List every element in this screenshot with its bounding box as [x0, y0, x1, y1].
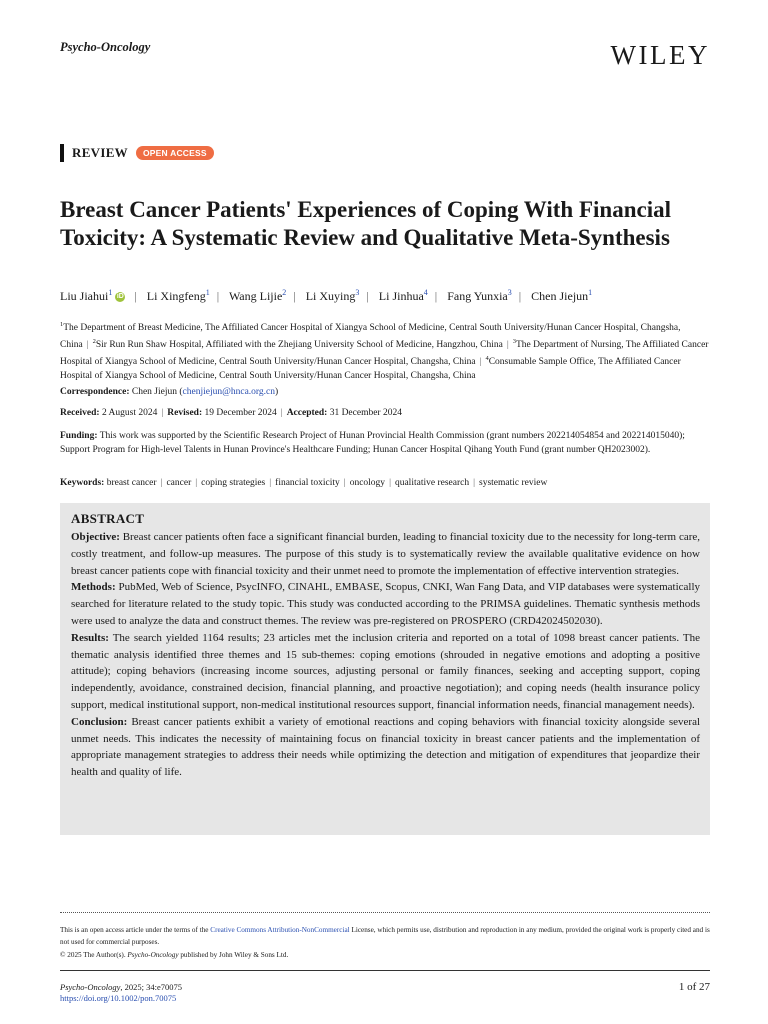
- license-link[interactable]: Creative Commons Attribution-NonCommercial: [210, 926, 350, 934]
- abstract-section-label: Results:: [71, 631, 109, 644]
- affiliation-number: 3: [512, 338, 516, 346]
- date-separator: |: [161, 408, 164, 418]
- author-affiliation-ref[interactable]: 1: [205, 288, 210, 297]
- affiliation-text: Sir Run Run Shaw Hospital, Affiliated with the Zhejiang University School of Medicine, Hangzhou, China: [95, 340, 503, 351]
- keyword-separator: |: [160, 478, 163, 488]
- affiliation-text: The Department of Nursing, The Affiliated Cancer Hospital of Xiangya School of Medicine, Central South University/Hunan Cancer Hospital, Changsha, China: [60, 340, 709, 368]
- keyword[interactable]: breast cancer: [106, 478, 157, 488]
- author[interactable]: [147, 289, 210, 303]
- author[interactable]: [60, 289, 127, 303]
- copyright-text: © 2025 The Author(s).: [60, 950, 128, 959]
- affiliation-number: 4: [485, 355, 489, 363]
- author-name: Li Jinhua: [378, 289, 424, 303]
- keyword-separator: |: [269, 478, 272, 488]
- keyword[interactable]: systematic review: [479, 478, 548, 488]
- author-affiliation-ref[interactable]: 3: [507, 288, 512, 297]
- keyword-separator: |: [195, 478, 198, 488]
- author-separator: |: [293, 289, 296, 303]
- affiliation-separator: |: [506, 340, 509, 351]
- keyword-separator: |: [389, 478, 391, 488]
- author-name: Fang Yunxia: [447, 289, 508, 303]
- footer-volume: , 2025; 34:e70075: [120, 982, 183, 992]
- date-separator: |: [280, 408, 283, 418]
- author-affiliation-ref[interactable]: 3: [355, 288, 360, 297]
- author-name: Liu Jiahui: [60, 289, 109, 303]
- abstract-section-label: Methods:: [71, 581, 116, 594]
- footer-divider: [60, 912, 710, 913]
- copyright-journal: Psycho-Oncology: [127, 950, 179, 959]
- abstract-section-label: Objective:: [71, 531, 120, 543]
- author[interactable]: [447, 289, 512, 303]
- accepted-date: 31 December 2024: [329, 408, 402, 418]
- abstract-objective: [71, 529, 700, 579]
- affiliation-text: Consumable Sample Office, The Affiliated Cancer Hospital of Xiangya School of Medicine, Central South University/Hunan Cancer Hospital, Changsha, China: [60, 357, 681, 382]
- affiliation-number: 2: [92, 338, 96, 346]
- affiliation-text: The Department of Breast Medicine, The Affiliated Cancer Hospital of Xiangya School of Medicine, Central South University/Hunan Cancer Hospital, Changsha, China: [60, 323, 681, 351]
- publisher-logo: WILEY: [610, 40, 710, 70]
- author-separator: |: [134, 289, 137, 303]
- keyword[interactable]: oncology: [349, 478, 386, 488]
- author-affiliation-ref[interactable]: 2: [282, 288, 287, 297]
- abstract-heading: ABSTRACT: [71, 511, 145, 526]
- correspondence: Correspondence: Chen Jiejun (chenjiejun@hnca.org.cn): [60, 387, 279, 397]
- keyword[interactable]: cancer: [166, 478, 192, 488]
- article-type: [60, 144, 214, 162]
- accepted-label: Accepted:: [286, 408, 328, 418]
- author-name: Wang Lijie: [228, 289, 283, 303]
- license-text: License, which permits use, distribution and reproduction in any medium, provided the original work is properly cited and is not used for commercial purposes.: [60, 926, 710, 947]
- author[interactable]: [229, 289, 286, 303]
- funding-label: Funding:: [60, 431, 98, 441]
- author[interactable]: [531, 289, 592, 303]
- keyword[interactable]: financial toxicity: [275, 478, 340, 488]
- author[interactable]: [306, 289, 360, 303]
- license-text: This is an open access article under the terms of the: [60, 926, 211, 934]
- abstract-section-text: Breast cancer patients often face a significant financial burden, leading to financial toxicity due to the necessity for long-term care, costly treatment, and follow-up measures. The purpose of this study is to systematically review the available qualitative evidence on how breast cancer patients cope with financial toxicity and their unmet need to promote the implementation of effective intervention strategies.: [71, 531, 701, 577]
- author-name: Li Xuying: [305, 289, 356, 303]
- affiliation-number: 1: [60, 321, 64, 328]
- article-title: Breast Cancer Patients' Experiences of Coping With Financial Toxicity: A Systematic Review and Qualitative Meta-Synthesis: [60, 197, 671, 250]
- abstract-methods: [71, 579, 700, 629]
- author-separator: |: [434, 289, 438, 303]
- abstract-section-label: Conclusion:: [71, 715, 128, 728]
- keyword[interactable]: coping strategies: [201, 478, 266, 488]
- footer-rule: [60, 970, 710, 971]
- author-affiliation-ref[interactable]: 4: [423, 288, 428, 297]
- author-list: [60, 288, 720, 304]
- abstract-section-text: PubMed, Web of Science, PsycINFO, CINAHL, EMBASE, Scopus, CNKI, Wan Fang Data, and VIP databases were systematically searched for literature related to the study topic. This study was conducted according to the PRIMSA guidelines. Thematic synthesis methods were used to analyze the data and construct themes. The review was pre-registered on PROSPERO (CRD42024502030).: [71, 581, 700, 627]
- correspondence-label: Correspondence:: [60, 387, 130, 397]
- author-affiliation-ref[interactable]: 1: [108, 288, 113, 297]
- abstract-section-text: Breast cancer patients exhibit a variety of emotional reactions and coping behaviors with financial toxicity alongside several unmet needs. This indicates the necessity of maintaining focus on financial toxicity in breast cancer patients and the implementation of appropriate management strategies to address their needs while optimizing the detection and mitigation of expenditures that jeopardize their health and quality of life.: [71, 715, 701, 779]
- author-separator: |: [216, 289, 220, 303]
- affiliation-separator: |: [86, 340, 89, 351]
- keywords-label: Keywords:: [60, 478, 105, 488]
- doi-link[interactable]: https://doi.org/10.1002/pon.70075: [60, 993, 177, 1003]
- author[interactable]: [379, 289, 428, 303]
- affiliations: [60, 318, 712, 383]
- footer-citation: [60, 982, 182, 992]
- funding-text: This work was supported by the Scientific Research Project of Hunan Provincial Health Commission (grant numbers 202214054854 and 202214015040); Support Program for High-level Talents in Hunan Province's Healthcare Funding; Hunan Cancer Hospital Qihang Youth Fund (grant number QH2023002).: [60, 431, 685, 455]
- article-dates: [60, 406, 712, 420]
- received-date: 2 August 2024: [101, 408, 158, 418]
- funding: [60, 429, 712, 457]
- copyright-text: published by John Wiley & Sons Ltd.: [178, 950, 289, 959]
- author-name: Chen Jiejun: [531, 289, 589, 303]
- author-separator: |: [366, 289, 369, 303]
- correspondence-email-link[interactable]: chenjiejun@hnca.org.cn: [182, 387, 275, 397]
- author-affiliation-ref[interactable]: 1: [588, 288, 593, 297]
- license-notice: [60, 924, 712, 961]
- article-type-label: REVIEW: [72, 145, 128, 160]
- keyword-separator: |: [343, 478, 346, 488]
- keyword-separator: |: [473, 478, 475, 488]
- keywords: [60, 476, 712, 490]
- author-name: Li Xingfeng: [146, 289, 206, 303]
- abstract-conclusion: [71, 714, 700, 781]
- orcid-icon[interactable]: iD: [116, 293, 124, 301]
- review-marker: [60, 144, 64, 162]
- revised-label: Revised:: [167, 408, 203, 418]
- revised-date: 19 December 2024: [204, 408, 277, 418]
- page-number: 1 of 27: [678, 981, 710, 993]
- abstract-results: [71, 630, 700, 714]
- open-access-badge: OPEN ACCESS: [136, 146, 214, 160]
- journal-name: Psycho-Oncology: [60, 40, 151, 54]
- author-separator: |: [518, 289, 522, 303]
- abstract-section-text: The search yielded 1164 results; 23 articles met the inclusion criteria and reported on a total of 1098 breast cancer patients. The thematic analysis identified three themes and 15 sub-themes: coping emotions (shrouded in negative emotions and adopting a positive attitude); coping behaviors (increasing income sources, adjusting personal or family finances, seeking and accepting support, coping independently, avoidance, constrained decision, financial planning, and proactive negotiation); and coping needs (health insurance policy support, medical institutional support, non-medical institutional resources support, financial information needs, financial management needs).: [71, 631, 700, 711]
- footer-journal: Psycho-Oncology: [60, 982, 121, 992]
- keyword[interactable]: qualitative research: [394, 478, 470, 488]
- abstract-box: [60, 503, 710, 835]
- received-label: Received:: [60, 408, 100, 418]
- correspondence-name: Chen Jiejun: [131, 387, 177, 397]
- affiliation-separator: |: [479, 357, 482, 368]
